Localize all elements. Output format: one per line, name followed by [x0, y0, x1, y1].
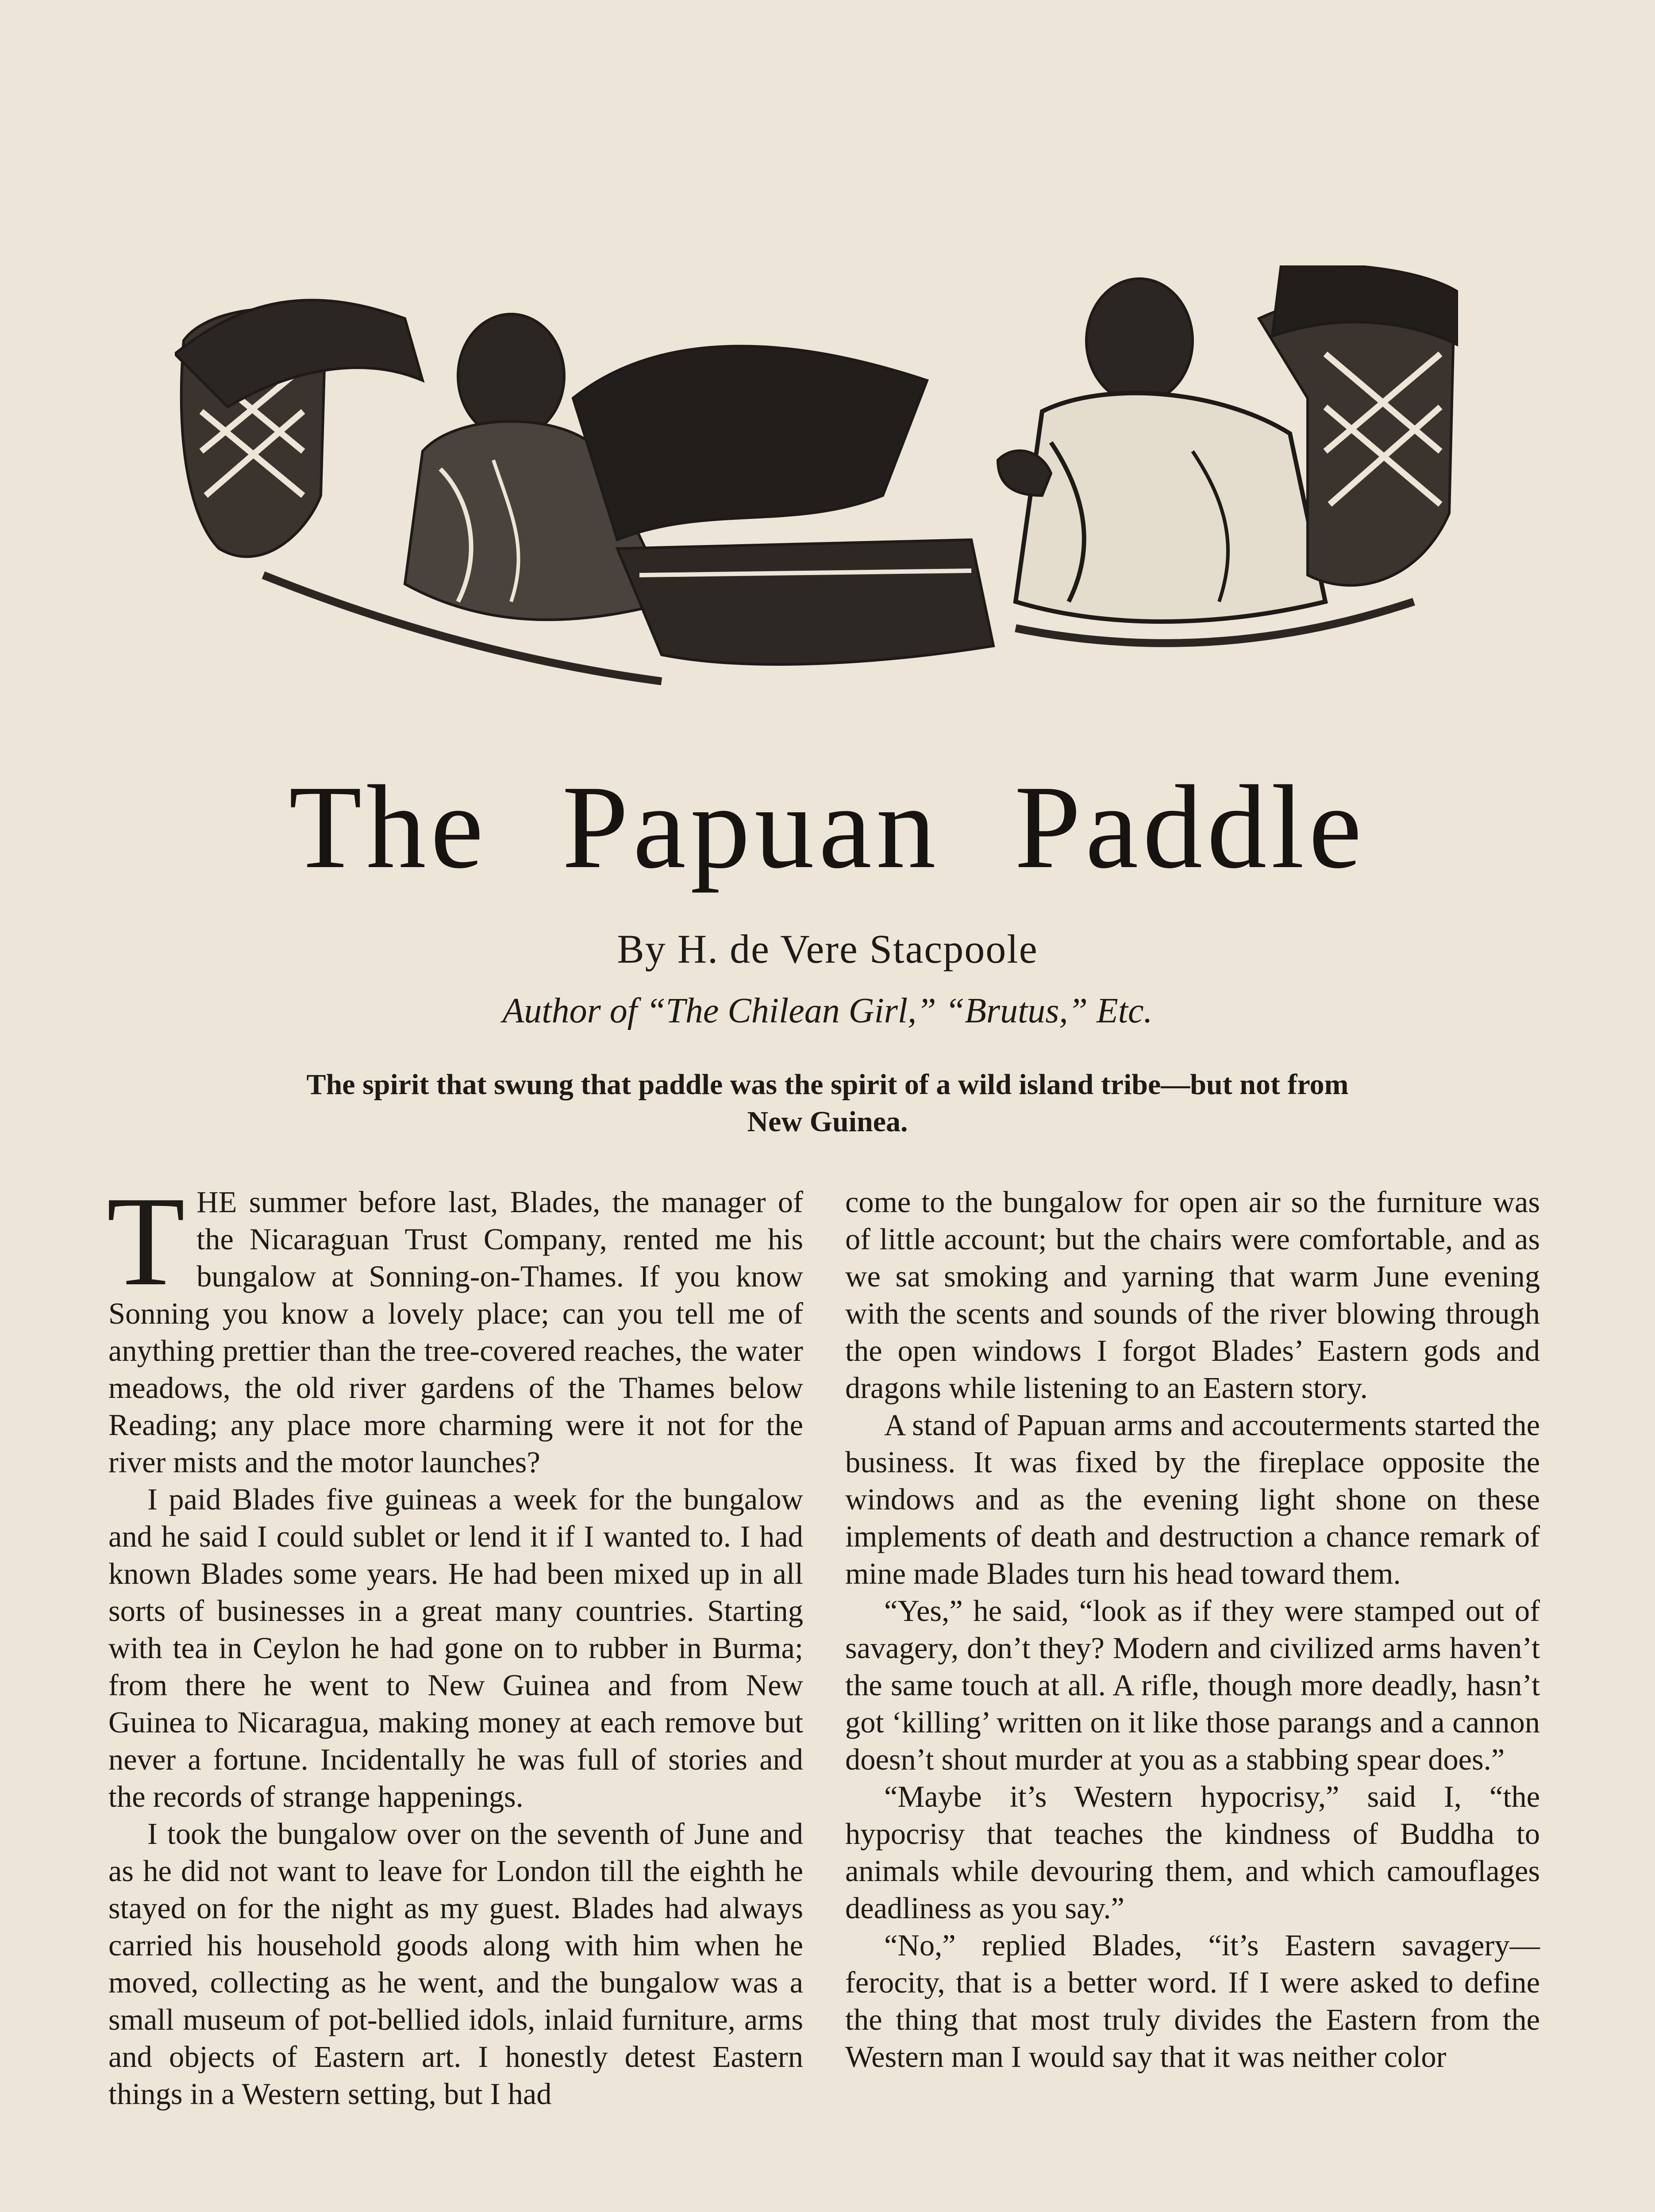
- paragraph: come to the bungalow for open air so the furniture was of little account; but the chairs were comfortable, and as we sat smoking and yarning that warm June evening with the scents and sounds of the river blowing through the open windows I forgot Blades’ Eastern gods and dragons while listening to an Eastern story.: [845, 1185, 1540, 1405]
- byline: By H. de Vere Stacpoole: [617, 926, 1038, 972]
- paragraph: “No,” replied Blades, “it’s Eastern savagery—ferocity, that is a better word. If I were asked to define the thing that most truly divides the Eastern from the Western man I would say that it was neither color: [845, 1928, 1540, 2074]
- paragraph: A stand of Papuan arms and accouterments started the business. It was fixed by the fireplace opposite the windows and as the evening light shone on these implements of death and destruction a chance remark of mine made Blades turn his head toward them.: [845, 1408, 1540, 1590]
- paragraph: I paid Blades five guineas a week for the bungalow and he said I could sublet or lend it if I wanted to. I had known Blades some years. He had been mixed up in all sorts of businesses in a great many countries. Starting with tea in Ceylon he had gone on to rubber in Burma; from there he went to New Guinea and from New Guinea to Nicaragua, making money at each remove but never a fortune. Incidentally he was full of stories and the records of strange happenings.: [108, 1482, 803, 1813]
- paragraph: [107, 1170, 803, 1481]
- paragraph-text: HE summer before last, Blades, the manager of the Nicaraguan Trust Company, rented me his bungalow at Sonning-on-Thames. If you know Sonning you know a lovely place; can you tell me of anything prettier than the tree-covered reaches, the water meadows, the old river gardens of the Thames below Reading; any place more charming were it not for the river mists and the motor launches?: [108, 1185, 803, 1479]
- paragraph: “Maybe it’s Western hypocrisy,” said I, “the hypocrisy that teaches the kindness of Buddha to animals while devouring them, and which camouflages deadliness as you say.”: [845, 1780, 1540, 1925]
- illustration-drawing: [175, 265, 1458, 743]
- right-column: [845, 1183, 1540, 2075]
- author-credits: Author of “The Chilean Girl,” “Brutus,” Etc.: [502, 991, 1153, 1030]
- story-title: The Papuan Paddle: [289, 761, 1366, 893]
- left-column: [107, 1170, 803, 2112]
- drop-cap: T: [107, 1170, 185, 1312]
- story-blurb: The spirit that swung that paddle was the spirit of a wild island tribe—but not from New Guinea.: [306, 1068, 1349, 1138]
- paragraph: “Yes,” he said, “look as if they were stamped out of savagery, don’t they? Modern and civilized arms haven’t the same touch at all. A rifle, though more deadly, hasn’t got ‘killing’ written on it like those parangs and a cannon doesn’t shout murder at you as a stabbing spear does.”: [845, 1594, 1540, 1776]
- header-illustration: [175, 265, 1458, 743]
- paragraph: I took the bungalow over on the seventh of June and as he did not want to leave for London till the eighth he stayed on for the night as my guest. Blades had always carried his household goods along with him when he moved, collecting as he went, and the bungalow was a small museum of pot-bellied idols, inlaid furniture, arms and objects of Eastern art. I honestly detest Eastern things in a Western setting, but I had: [108, 1817, 803, 2111]
